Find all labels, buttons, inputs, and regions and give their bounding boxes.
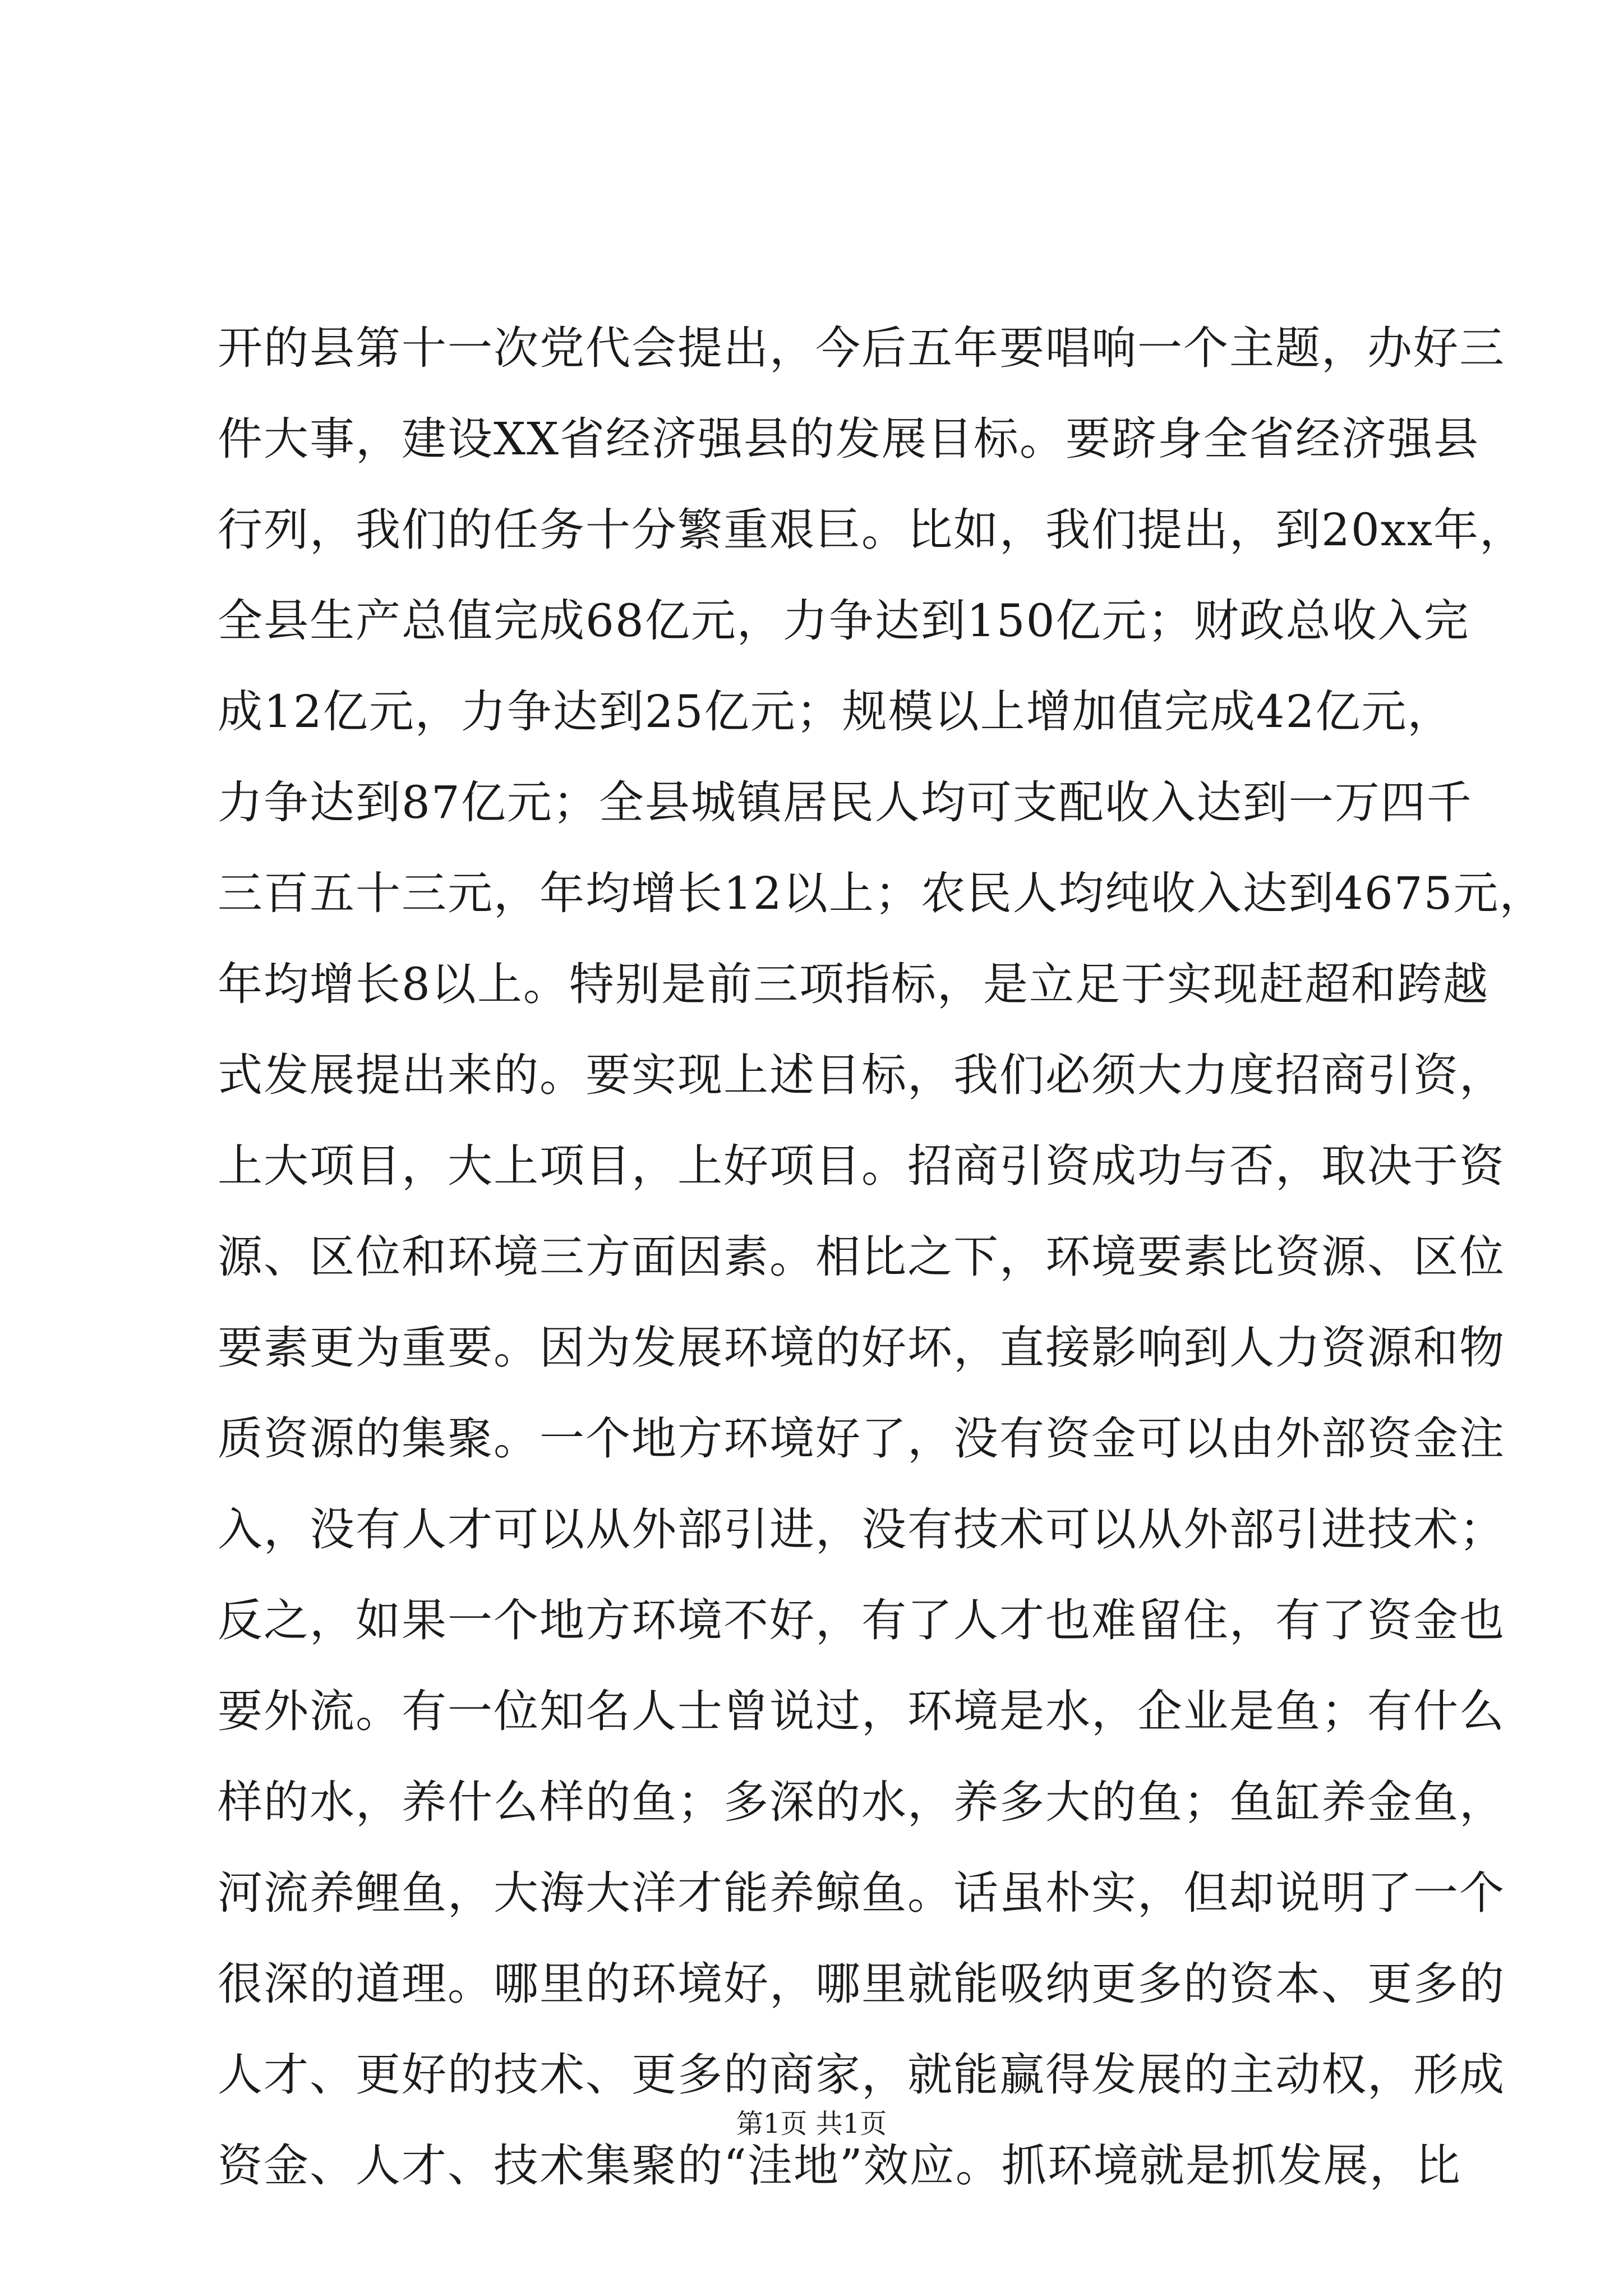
text-line: 样的水，养什么样的鱼；多深的水，养多大的鱼；鱼缸养金鱼， xyxy=(218,1776,1505,1828)
body-text xyxy=(218,303,1546,2211)
text-line: 行列，我们的任务十分繁重艰巨。比如，我们提出，到20xx年， xyxy=(218,504,1526,556)
text-line: 人才、更好的技术、更多的商家，就能赢得发展的主动权，形成 xyxy=(218,2049,1505,2101)
text-line: 河流养鲤鱼，大海大洋才能养鲸鱼。话虽朴实，但却说明了一个 xyxy=(218,1867,1505,1919)
text-line: 全县生产总值完成68亿元，力争达到150亿元；财政总收入完 xyxy=(218,595,1470,647)
text-line: 上大项目，大上项目，上好项目。招商引资成功与否，取决于资 xyxy=(218,1140,1505,1192)
page-number-label: 第1页 共1页 xyxy=(736,2108,887,2139)
text-line: 成12亿元，力争达到25亿元；规模以上增加值完成42亿元， xyxy=(218,685,1454,738)
text-line: 源、区位和环境三方面因素。相比之下，环境要素比资源、区位 xyxy=(218,1231,1505,1283)
page-footer xyxy=(0,2107,1623,2141)
text-line: 式发展提出来的。要实现上述目标，我们必须大力度招商引资， xyxy=(218,1049,1505,1101)
text-line: 要外流。有一位知名人士曾说过，环境是水，企业是鱼；有什么 xyxy=(218,1685,1505,1737)
text-line: 质资源的集聚。一个地方环境好了，没有资金可以由外部资金注 xyxy=(218,1412,1505,1465)
text-line: 三百五十三元，年均增长12以上；农民人均纯收入达到4675元， xyxy=(218,867,1546,919)
text-line: 很深的道理。哪里的环境好，哪里就能吸纳更多的资本、更多的 xyxy=(218,1958,1505,2010)
text-line: 年均增长8以上。特别是前三项指标，是立足于实现赶超和跨越 xyxy=(218,958,1489,1010)
text-line: 件大事，建设XX省经济强县的发展目标。要跻身全省经济强县 xyxy=(218,413,1479,465)
text-line: 开的县第十一次党代会提出，今后五年要唱响一个主题，办好三 xyxy=(218,322,1505,374)
text-line: 力争达到87亿元；全县城镇居民人均可支配收入达到一万四千 xyxy=(218,776,1473,829)
text-line: 资金、人才、技术集聚的“洼地”效应。抓环境就是抓发展，比 xyxy=(218,2139,1461,2192)
text-line: 反之，如果一个地方环境不好，有了人才也难留住，有了资金也 xyxy=(218,1594,1505,1646)
text-line: 要素更为重要。因为发展环境的好坏，直接影响到人力资源和物 xyxy=(218,1322,1505,1374)
text-line: 入，没有人才可以从外部引进，没有技术可以从外部引进技术； xyxy=(218,1503,1505,1556)
